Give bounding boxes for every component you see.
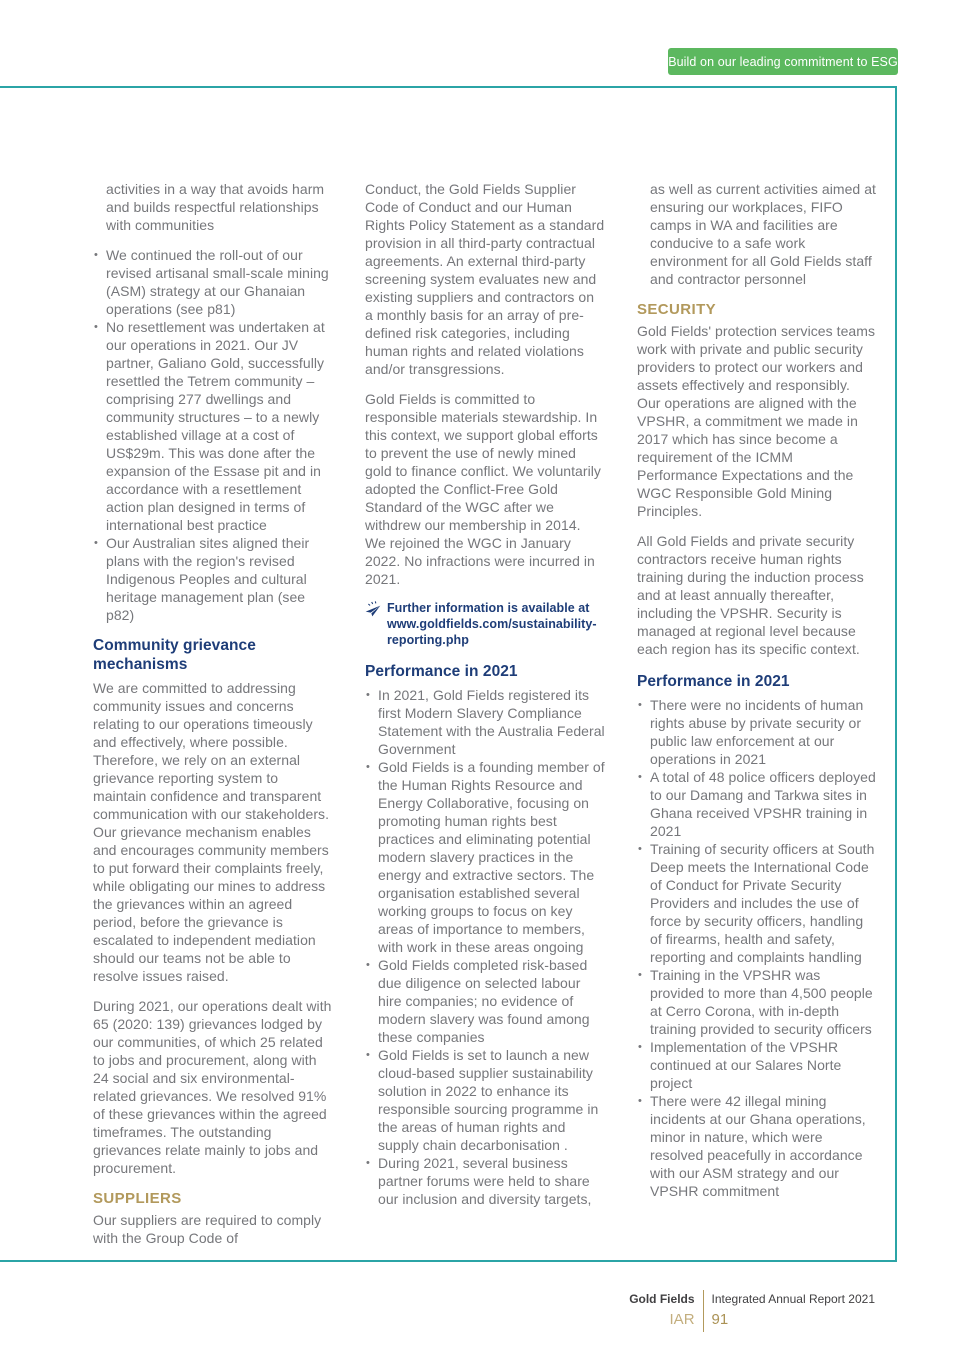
bullet-continuation-text: activities in a way that avoids harm and builds respectful relationships with communities bbox=[106, 181, 325, 233]
footer-brand: Gold Fields bbox=[629, 1292, 695, 1306]
heading-performance-2021: Performance in 2021 bbox=[365, 663, 518, 680]
page-footer bbox=[629, 1290, 875, 1332]
column-community bbox=[93, 180, 333, 1259]
esg-commitment-badge bbox=[668, 48, 898, 75]
list-item: • Implementation of the VPSHR continued at our Salares Norte project bbox=[637, 1038, 877, 1092]
heading-performance-2021: Performance in 2021 bbox=[637, 673, 790, 690]
list-item: • Training in the VPSHR was provided to more than 4,500 people at Cerro Corona, with in-depth training provided to security officers bbox=[637, 966, 877, 1038]
list-item: • Gold Fields completed risk-based due diligence on selected labour hire companies; no evidence of modern slavery was found among these companies bbox=[365, 956, 605, 1046]
paragraph-continuation: Conduct, the Gold Fields Supplier Code of Conduct and our Human Rights Policy Statement as a standard provision in all third-party contractual agreements. An external third-party screening system evaluates new and existing suppliers and contractors on a monthly basis for an array of pre-defined risk categories, including human rights and related violations and/or transgressions. bbox=[365, 181, 605, 377]
footer-page-number: 91 bbox=[711, 1311, 729, 1328]
heading-suppliers: SUPPLIERS bbox=[93, 1190, 182, 1207]
dart-icon bbox=[365, 601, 381, 648]
performance-bullet-list bbox=[365, 686, 605, 1208]
list-item: • There were no incidents of human rights abuse by private security or public law enforcement at our operations in 2021 bbox=[637, 696, 877, 768]
further-info-link[interactable] bbox=[365, 600, 605, 648]
community-bullet-list bbox=[93, 246, 333, 624]
three-column-text bbox=[93, 180, 877, 1259]
list-item: • No resettlement was undertaken at our operations in 2021. Our JV partner, Galiano Gold, successfully resettled the Tetrem community – comprising 277 dwellings and community structures – to a newly established village at a cost of US$29m. This was done after the expansion of the Essase pit and in accordance with a resettlement action plan designed in terms of international best practice bbox=[93, 318, 333, 534]
bullet-continuation-text: as well as current activities aimed at ensuring our workplaces, FIFO camps in WA and facilities are conducive to a safe work environment for all Gold Fields staff and contractor personnel bbox=[650, 181, 876, 287]
list-item: • There were 42 illegal mining incidents at our Ghana operations, minor in nature, which were resolved peacefully in accordance with our ASM strategy and our VPSHR commitment bbox=[637, 1092, 877, 1200]
footer-report-title: Integrated Annual Report 2021 bbox=[711, 1292, 875, 1306]
paragraph: We are committed to addressing community issues and concerns relating to our operations timeously and effectively, where possible. Therefore, we rely on an external grievance reporting system to maintain confidence and transparent communication with our stakeholders. Our grievance mechanism enables and encourages community members to put forward their complaints freely, while obligating our mines to address the grievances within an agreed period, before the grievance is escalated to independent mediation should our teams not be able to resolve issues raised. bbox=[93, 680, 330, 984]
footer-left bbox=[629, 1290, 694, 1332]
list-item: • During 2021, several business partner forums were held to share our inclusion and diversity targets, bbox=[365, 1154, 605, 1208]
security-bullet-list bbox=[637, 696, 877, 1200]
further-info-text: Further information is available at www.goldfields.com/sustainability-reporting.php bbox=[387, 601, 597, 647]
paragraph: Gold Fields is committed to responsible materials stewardship. In this context, we support global efforts to prevent the use of newly mined gold to finance conflict. We voluntarily adopted the Conflict-Free Gold Standard of the WGC after we withdrew our membership in 2014. We rejoined the WGC in January 2022. No infractions were incurred in 2021. bbox=[365, 391, 601, 587]
list-item: • Our Australian sites aligned their plans with the region's revised Indigenous Peoples and cultural heritage management plan (see p82) bbox=[93, 534, 333, 624]
list-item: • Training of security officers at South Deep meets the International Code of Conduct for Private Security Providers and includes the use of force by security officers, handling of firearms, health and safety, reporting and complaints handling bbox=[637, 840, 877, 966]
footer-right bbox=[712, 1290, 875, 1332]
list-item: • We continued the roll-out of our revised artisanal small-scale mining (ASM) strategy at our Ghanaian operations (see p81) bbox=[93, 246, 333, 318]
esg-badge-label: Build on our leading commitment to ESG bbox=[668, 54, 898, 69]
column-security bbox=[637, 180, 877, 1259]
heading-security: SECURITY bbox=[637, 301, 717, 318]
column-suppliers bbox=[365, 180, 605, 1259]
footer-divider bbox=[703, 1290, 704, 1332]
footer-iar-label: IAR bbox=[669, 1311, 695, 1328]
paragraph: During 2021, our operations dealt with 65 (2020: 139) grievances lodged by our communities, of which 25 related to jobs and procurement, along with 24 social and six environmental-related grievances. We resolved 91% of these grievances within the agreed timeframes. The outstanding grievances relate mainly to jobs and procurement. bbox=[93, 998, 332, 1176]
list-item: • Gold Fields is set to launch a new cloud-based supplier sustainability solution in 2022 to enhance its responsible sourcing programme in the areas of human rights and supply chain decarbonisation . bbox=[365, 1046, 605, 1154]
paragraph: All Gold Fields and private security contractors receive human rights training during the induction process and at least annually thereafter, including the VPSHR. Security is managed at regional level because each region has its specific context. bbox=[637, 533, 864, 657]
list-item: • In 2021, Gold Fields registered its first Modern Slavery Compliance Statement with the Australia Federal Government bbox=[365, 686, 605, 758]
heading-community-grievance: Community grievance mechanisms bbox=[93, 637, 256, 673]
list-item: • A total of 48 police officers deployed to our Damang and Tarkwa sites in Ghana received VPSHR training in 2021 bbox=[637, 768, 877, 840]
paragraph: Our suppliers are required to comply with the Group Code of bbox=[93, 1212, 322, 1246]
paragraph: Gold Fields' protection services teams work with private and public security providers to protect our workers and assets effectively and responsibly. Our operations are aligned with the VPSHR, a commitment we made in 2017 which has since become a requirement of the ICMM Performance Expectations and the WGC Responsible Gold Mining Principles. bbox=[637, 323, 875, 519]
list-item: • Gold Fields is a founding member of the Human Rights Resource and Energy Collaborative, focusing on promoting human rights best practices and eliminating potential modern slavery practices in the energy and extractive sectors. The organisation established several working groups to focus on key areas of importance to members, with work in these areas ongoing bbox=[365, 758, 605, 956]
